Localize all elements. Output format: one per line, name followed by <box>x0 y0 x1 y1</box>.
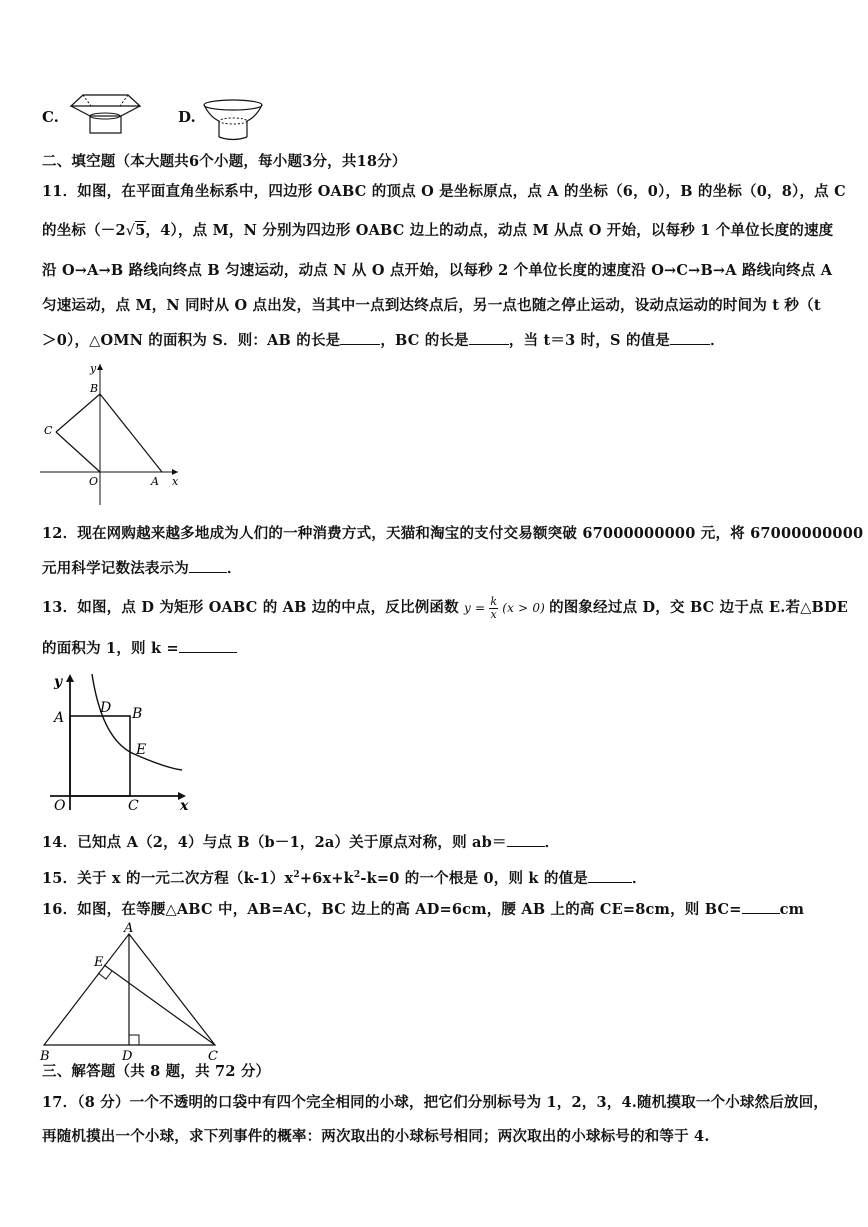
q12-line-2 <box>42 558 242 579</box>
answer-blank-q16[interactable] <box>742 899 780 914</box>
q13-formula-num: k <box>490 595 498 608</box>
q13-fig-b-label: B <box>132 706 143 722</box>
q11-fig-a-label: A <box>151 475 159 488</box>
option-c-label: C. <box>42 108 59 126</box>
q14-end: ． <box>544 834 560 851</box>
answer-blank-q12[interactable] <box>189 558 227 573</box>
q14-line <box>42 832 559 853</box>
q11-line-5-c: ，当 t＝3 时，S 的值是 <box>508 332 671 349</box>
q13-formula-cond: (x > 0) <box>502 601 546 615</box>
option-d-label: D. <box>178 108 196 126</box>
q15-text-b: +6x+k <box>299 869 354 887</box>
q11-fig-b-label: B <box>90 382 99 395</box>
q15-line <box>42 865 647 889</box>
q11-line-4: 匀速运动，点 M，N 同时从 O 点出发，当其中一点到达终点后，另一点也随之停止运动，设动点运动的时间为 t 秒（t <box>42 297 821 314</box>
q11-line-5 <box>42 330 725 351</box>
q13-fig-c-label: C <box>128 798 139 814</box>
q16-fig-d-label: D <box>122 1049 133 1064</box>
q12-line-2-b: ． <box>227 560 242 577</box>
answer-blank-q14[interactable] <box>507 832 545 847</box>
q15-sup-1: 2 <box>293 870 300 880</box>
q11-line-2 <box>42 221 833 241</box>
q13-fig-o-label: O <box>54 798 66 814</box>
q16-figure <box>36 920 236 1065</box>
q16-unit: cm <box>779 901 805 918</box>
answer-blank-ab[interactable] <box>340 330 380 345</box>
q13-fig-a-label: A <box>54 710 65 726</box>
q11-line-1: 11．如图，在平面直角坐标系中，四边形 OABC 的顶点 O 是坐标原点，点 A 的坐标（6，0），B 的坐标（0，8），点 C <box>42 183 846 200</box>
q13-formula <box>464 595 549 621</box>
q11-fig-c-label: C <box>44 424 53 437</box>
q11-line-2-a: 的坐标（－2 <box>42 222 126 239</box>
q13-fig-e-label: E <box>136 742 147 758</box>
q12-line-1: 12．现在网购越来越多地成为人们的一种消费方式，天猫和淘宝的支付交易额突破 67000000000 元，将 67000000000 <box>42 525 864 542</box>
q15-text-c: -k=0 的一个根是 0，则 k 的值是 <box>360 869 589 887</box>
q11-fig-x-label: x <box>172 475 179 488</box>
q13-formula-lhs: y = <box>464 601 486 615</box>
q13-fig-x-label: x <box>180 798 189 814</box>
sqrt-symbol: √ <box>125 223 136 239</box>
answer-blank-bc[interactable] <box>469 330 509 345</box>
q13-line-2 <box>42 638 237 659</box>
q14-text: 14．已知点 A（2，4）与点 B（b－1，2a）关于原点对称，则 ab＝ <box>42 834 507 851</box>
q13-fig-d-label: D <box>100 700 112 716</box>
q13-line-1 <box>42 596 848 621</box>
q11-line-5-a: ＞0），△OMN 的面积为 S．则：AB 的长是 <box>42 332 341 349</box>
option-d-figure <box>200 97 270 143</box>
answer-blank-s[interactable] <box>670 330 710 345</box>
option-c-figure <box>68 90 148 140</box>
section-2-heading: 二、填空题（本大题共6个小题，每小题3分，共18分） <box>42 153 407 170</box>
q11-line-5-b: ，BC 的长是 <box>380 332 469 349</box>
q13-formula-fraction <box>489 596 498 621</box>
q16-fig-e-label: E <box>94 955 104 970</box>
section-3-heading: 三、解答题（共 8 题，共 72 分） <box>42 1063 271 1080</box>
q11-fig-o-label: O <box>89 475 99 488</box>
q13-formula-den: x <box>490 608 497 621</box>
q15-end: ． <box>632 869 647 887</box>
q13-line-1-a: 13．如图，点 D 为矩形 OABC 的 AB 边的中点，反比例函数 <box>42 599 459 616</box>
q17-line-1: 17．（8 分）一个不透明的口袋中有四个完全相同的小球，把它们分别标号为 1，2，3，4.随机摸取一个小球然后放回， <box>42 1094 829 1111</box>
q12-line-2-a: 元用科学记数法表示为 <box>42 560 189 577</box>
q11-figure <box>38 358 188 508</box>
q13-fig-y-label: y <box>54 674 63 690</box>
q13-line-1-b: 的图象经过点 D，交 BC 边于点 E.若△BDE <box>549 599 849 616</box>
q11-line-5-d: ． <box>710 332 725 349</box>
q11-line-2-b: ，4），点 M，N 分别为四边形 OABC 边上的动点，动点 M 从点 O 开始，以每秒 1 个单位长度的速度 <box>145 222 834 239</box>
q16-fig-c-label: C <box>208 1049 218 1064</box>
q17-line-2: 再随机摸出一个小球，求下列事件的概率：两次取出的小球标号相同；两次取出的小球标号的和等于 4. <box>42 1128 710 1145</box>
answer-blank-q15[interactable] <box>588 868 632 883</box>
q11-line-3: 沿 O→A→B 路线向终点 B 匀速运动，动点 N 从 O 点开始，以每秒 2 个单位长度的速度沿 O→C→B→A 路线向终点 A <box>42 262 833 279</box>
q16-fig-a-label: A <box>124 921 134 936</box>
q15-text-a: 15．关于 x 的一元二次方程（k-1）x <box>42 869 294 887</box>
q16-fig-b-label: B <box>40 1049 50 1064</box>
q11-fig-y-label: y <box>90 362 97 375</box>
answer-blank-q13[interactable] <box>179 638 237 653</box>
q13-line-2-text: 的面积为 1，则 k = <box>42 640 179 657</box>
q15-sup-2: 2 <box>353 870 361 880</box>
q13-figure <box>44 670 204 815</box>
q16-line <box>42 899 804 920</box>
q11-sqrt-radicand: 5 <box>135 222 146 239</box>
q16-text: 16．如图，在等腰△ABC 中，AB=AC，BC 边上的高 AD=6cm，腰 AB 上的高 CE=8cm，则 BC= <box>42 901 742 918</box>
